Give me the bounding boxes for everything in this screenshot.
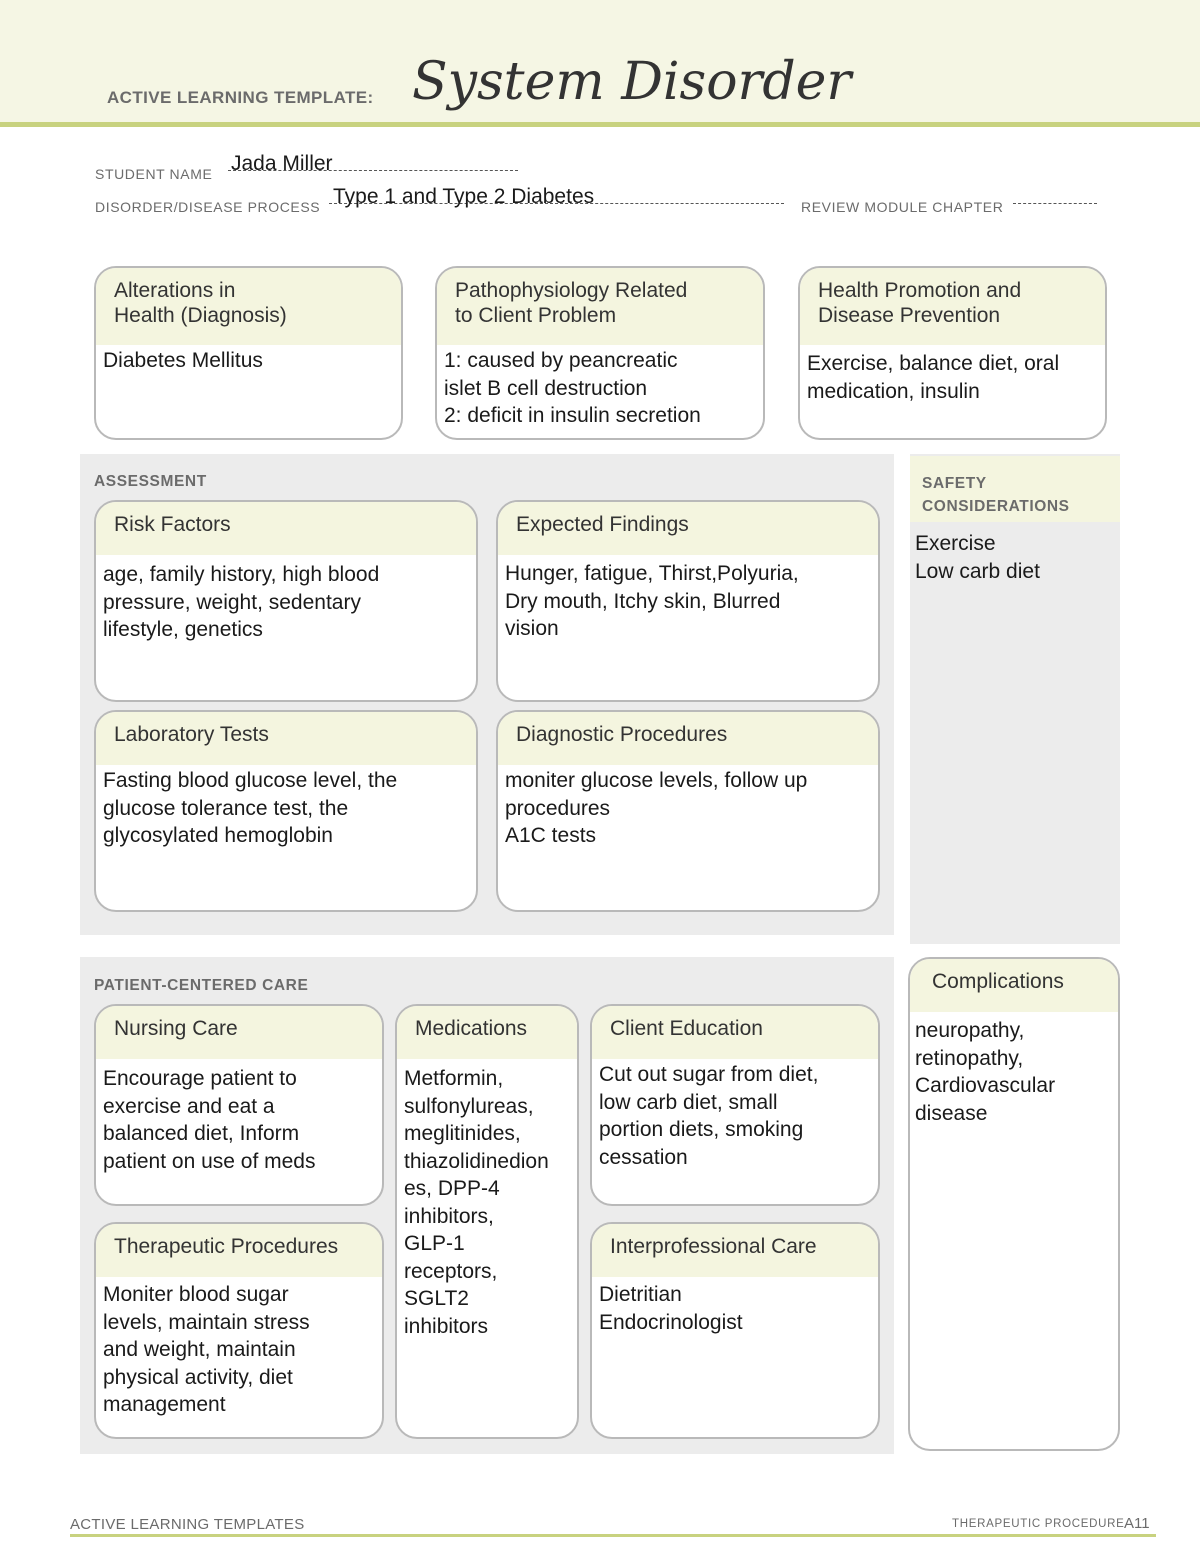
diagnostic-procedures-title: Diagnostic Procedures — [498, 712, 878, 765]
client-education-box — [590, 1004, 880, 1206]
assessment-label: ASSESSMENT — [94, 473, 207, 490]
complications-title: Complications — [910, 959, 1118, 1012]
patient-care-label: PATIENT-CENTERED CARE — [94, 977, 309, 994]
interprofessional-care-title: Interprofessional Care — [592, 1224, 878, 1277]
medications-title: Medications — [397, 1006, 577, 1059]
header-rule — [0, 122, 1200, 127]
footer-left: ACTIVE LEARNING TEMPLATES — [70, 1516, 305, 1533]
footer-right: THERAPEUTIC PROCEDURE — [952, 1518, 1125, 1530]
complications-box — [908, 957, 1120, 1451]
expected-findings-body[interactable]: Hunger, fatigue, Thirst,Polyuria, Dry mouth, Itchy skin, Blurred vision — [505, 562, 799, 640]
template-label: ACTIVE LEARNING TEMPLATE: — [107, 88, 374, 107]
pathophysiology-box — [435, 266, 765, 440]
disorder-label: DISORDER/DISEASE PROCESS — [95, 199, 321, 215]
pathophysiology-body[interactable]: 1: caused by peancreatic islet B cell destruction 2: deficit in insulin secretion — [444, 349, 701, 427]
health-promotion-title: Health Promotion and Disease Prevention — [800, 268, 1105, 345]
complications-body[interactable]: neuropathy, retinopathy, Cardiovascular disease — [915, 1019, 1056, 1125]
client-education-body[interactable]: Cut out sugar from diet, low carb diet, small portion diets, smoking cessation — [599, 1063, 819, 1169]
alterations-body[interactable]: Diabetes Mellitus — [103, 349, 263, 372]
nursing-care-box — [94, 1004, 384, 1206]
safety-label: SAFETY CONSIDERATIONS — [922, 475, 1070, 515]
client-education-title: Client Education — [592, 1006, 878, 1059]
footer-rule — [70, 1534, 1156, 1537]
pathophysiology-title: Pathophysiology Related to Client Problem — [437, 268, 763, 345]
alterations-title: Alterations in Health (Diagnosis) — [96, 268, 401, 345]
nursing-care-body[interactable]: Encourage patient to exercise and eat a balanced diet, Inform patient on use of meds — [103, 1067, 316, 1173]
risk-factors-body[interactable]: age, family history, high blood pressure, weight, sedentary lifestyle, genetics — [103, 563, 380, 641]
risk-factors-box — [94, 500, 478, 702]
expected-findings-title: Expected Findings — [498, 502, 878, 555]
safety-body[interactable]: Exercise Low carb diet — [915, 532, 1040, 583]
safety-panel — [910, 454, 1120, 944]
review-module-label: REVIEW MODULE CHAPTER — [801, 199, 1004, 215]
expected-findings-box — [496, 500, 880, 702]
disorder-value[interactable]: Type 1 and Type 2 Diabetes — [333, 185, 595, 208]
review-module-line[interactable] — [1013, 203, 1097, 204]
template-title: System Disorder — [412, 52, 852, 112]
nursing-care-title: Nursing Care — [96, 1006, 382, 1059]
therapeutic-procedures-body[interactable]: Moniter blood sugar levels, maintain stress and weight, maintain physical activity, diet management — [103, 1283, 310, 1416]
medications-box — [395, 1004, 579, 1439]
laboratory-tests-box — [94, 710, 478, 912]
risk-factors-title: Risk Factors — [96, 502, 476, 555]
interprofessional-care-body[interactable]: Dietritian Endocrinologist — [599, 1283, 743, 1334]
health-promotion-box — [798, 266, 1107, 440]
diagnostic-procedures-box — [496, 710, 880, 912]
therapeutic-procedures-box — [94, 1222, 384, 1439]
therapeutic-procedures-title: Therapeutic Procedures — [96, 1224, 382, 1277]
laboratory-tests-body[interactable]: Fasting blood glucose level, the glucose tolerance test, the glycosylated hemoglobin — [103, 769, 398, 847]
student-name-value[interactable]: Jada Miller — [231, 152, 333, 175]
diagnostic-procedures-body[interactable]: moniter glucose levels, follow up procedures A1C tests — [505, 769, 808, 847]
footer-page-number: A11 — [1124, 1515, 1150, 1532]
interprofessional-care-box — [590, 1222, 880, 1439]
alterations-box — [94, 266, 403, 440]
laboratory-tests-title: Laboratory Tests — [96, 712, 476, 765]
health-promotion-body[interactable]: Exercise, balance diet, oral medication, insulin — [807, 352, 1060, 403]
student-name-label: STUDENT NAME — [95, 166, 213, 182]
medications-body[interactable]: Metformin, sulfonylureas, meglitinides, thiazolidinedion es, DPP-4 inhibitors, GLP-1 receptors, SGLT2 inhibitors — [404, 1067, 549, 1338]
